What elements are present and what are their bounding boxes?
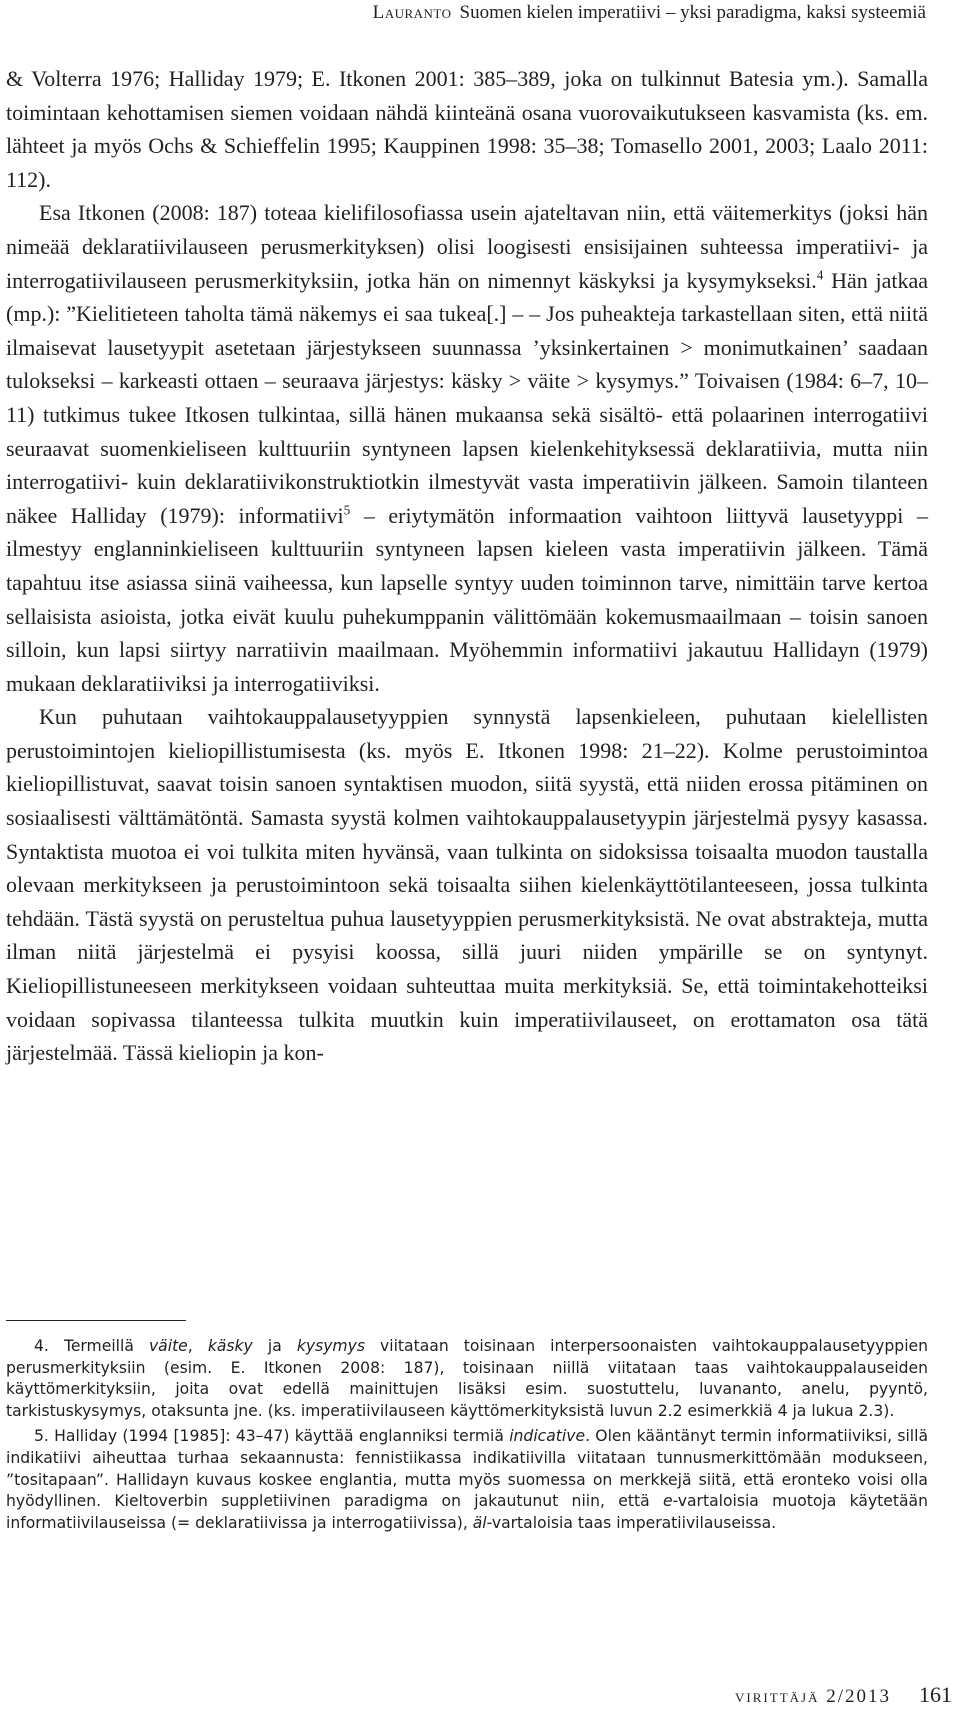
- journal-issue: virittäjä 2/2013: [735, 1686, 891, 1707]
- fn5-term-indicative: indicative: [509, 1427, 586, 1446]
- fn5-text: . Olen kääntänyt termin informatiiviksi, sillä indikatiivi aiheuttaa turhaa sekaannusta: fennistiikassa indikatiivilla viitataan tunnusmerkittömään modukseen, ”tositapaan”. Hallidayn kuvaus koskee englantia, mutta myös suomessa on merkkejä siitä, että eronteko voisi olla hyödyllinen. Kieltoverbin suppletiivinen paradigma on jakautunut niin, että: [6, 1427, 929, 1511]
- page-number: 161: [919, 1682, 952, 1707]
- fn5-text: -vartaloisia muotoja käytetään informatiivilauseissa (= deklaratiivissa ja interrogatiivissa),: [6, 1492, 928, 1532]
- footnote-ref-5[interactable]: 5: [343, 502, 351, 518]
- footnote-4: [6, 1336, 928, 1422]
- footnote-separator: [6, 1320, 186, 1321]
- header-article-title: Suomen kielen imperatiivi – yksi paradigma, kaksi systeemiä: [459, 2, 926, 23]
- footnote-5: [6, 1426, 928, 1534]
- fn4-text: 4. Termeillä: [34, 1337, 149, 1355]
- page-footer: [735, 1682, 952, 1708]
- paragraph-3: Kun puhutaan vaihtokauppalausetyyppien synnystä lapsenkieleen, puhutaan kielellisten perustoimintojen kieliopillistumisesta (ks. myös E. Itkonen 1998: 21–22). Kolme perustoimintoa kieliopillistuvat, saavat toisin sanoen syntaktisen muodon, siitä syystä, että niiden erossa pitäminen on sosiaalisesti välttämätöntä. Samasta syystä kolmen vaihtokauppalausetyypin järjestelmä pysyy kasassa. Syntaktista muotoa ei voi tulkita miten hyvänsä, vaan tulkinta on sidoksissa toisaalta muodon taustalla olevaan merkitykseen ja perustoimintoon sekä toisaalta siihen kielenkäyttötilanteeseen, jossa tulkinta tehdään. Tästä syystä on perusteltua puhua lausetyyppien perusmerkityksistä. Ne ovat abstrakteja, mutta ilman niitä järjestelmä ei pysyisi koossa, sillä juuri niiden ympärille se on syntynyt. Kieliopillistuneeseen merkitykseen voidaan suhteuttaa muita merkityksiä. Se, että toimintakehotteiksi voidaan sopivassa tilanteessa tulkita muutkin kuin imperatiivilauseet, on erottamaton osa tätä järjestelmää. Tässä kieliopin ja kon-: [6, 704, 928, 1066]
- paragraph-2-part-b: Hän jatkaa (mp.): ”Kielitieteen taholta tämä näkemys ei saa tukea[.] – – Jos puheakteja tarkastellaan siten, että niitä ilmaisevat lausetyypit asetetaan järjestykseen suunnassa ’yksinkertainen > monimutkainen’ saadaan tulokseksi – karkeasti ottaen – seuraava järjestys: käsky > väite > kysymys.” Toivaisen (1984: 6–7, 10–11) tutkimus tukee Itkosen tulkintaa, sillä hänen mukaansa sekä sisältö- että polaarinen interrogatiivi seuraavat suomenkieliseen kulttuuriin syntyneen lapsen kielenkehityksessä deklaratiivia, mutta niin interrogatiivi- kuin deklaratiivikonstruktiotkin ilmestyvät vasta imperatiivin jälkeen. Samoin tilanteen näkee Halliday (1979): informatiivi: [6, 267, 928, 528]
- fn4-text: ja: [252, 1337, 297, 1355]
- footnote-ref-4[interactable]: 4: [816, 266, 824, 282]
- fn4-text: viitataan toisinaan interpersoonaisten vaihtokauppalausetyyppien perusmerkityksiin (esim. E. Itkonen 2008: 187), toisinaan niillä viitataan taas vaihtokauppalauseiden käyttömerkityksiin, joita ovat edellä mainittujen lisäksi esim. suostuttelu, luvananto, anelu, pyyntö, tarkistuskysymys, otaksunta jne. (ks. imperatiivilauseen käyttömerkityksistä luvun 2.2 esimerkkiä 4 ja lukua 2.3).: [6, 1337, 929, 1420]
- fn4-text: ,: [187, 1337, 208, 1355]
- fn4-term-kysymys: kysymys: [296, 1337, 365, 1355]
- fn5-term-al: äl: [472, 1513, 487, 1532]
- fn5-text: -vartaloisia taas imperatiivilauseissa.: [486, 1513, 777, 1532]
- running-header: [0, 0, 926, 26]
- paragraph-2-part-c: – eriytymätön informaation vaihtoon liittyvä lausetyyppi – ilmestyy englanninkieliseen kulttuuriin syntyneen lapsen kieleen vasta imperatiivin jälkeen. Tämä tapahtuu itse asiassa siinä vaiheessa, kun lapselle syntyy uuden toiminnon tarve, nimittäin tarve kertoa sellaisista asioista, jotka eivät kuulu puhekumppanin välittömään kokemusmaailmaan – toisin sanoen silloin, kun lapsi siirtyy narratiivin maailmaan. Myöhemmin informatiivi jakautuu Hallidayn (1979) mukaan deklaratiiviksi ja interrogatiiviksi.: [6, 502, 928, 696]
- fn4-term-kasky: käsky: [207, 1337, 253, 1355]
- paragraph-1: & Volterra 1976; Halliday 1979; E. Itkonen 2001: 385–389, joka on tulkinnut Batesia ym.). Samalla toimintaan kehottamisen siemen voidaan nähdä kiinteänä osana vuorovaikutukseen kasvamista (ks. em. lähteet ja myös Ochs & Schieffelin 1995; Kauppinen 1998: 35–38; Tomasello 2001, 2003; Laalo 2011: 112).: [6, 66, 928, 192]
- paragraph-2: [6, 196, 928, 700]
- main-text: [6, 62, 928, 1070]
- paragraph-2-part-a: Esa Itkonen (2008: 187) toteaa kielifilosofiassa usein ajateltavan niin, että väitemerkitys (joksi hän nimeää deklaratiivilauseen perusmerkityksen) olisi loogisesti ensisijainen suhteessa imperatiivi- ja interrogatiivilauseen perusmerkityksiin, jotka hän on nimennyt käskyksi ja kysymykseksi.: [6, 200, 928, 293]
- fn4-term-vaite: väite: [148, 1337, 188, 1355]
- footnotes: [6, 1336, 928, 1538]
- fn5-term-e: e: [662, 1492, 673, 1511]
- fn5-text: 5. Halliday (1994 [1985]: 43–47) käyttää englanniksi termiä: [34, 1427, 510, 1446]
- header-author: Lauranto: [372, 2, 452, 23]
